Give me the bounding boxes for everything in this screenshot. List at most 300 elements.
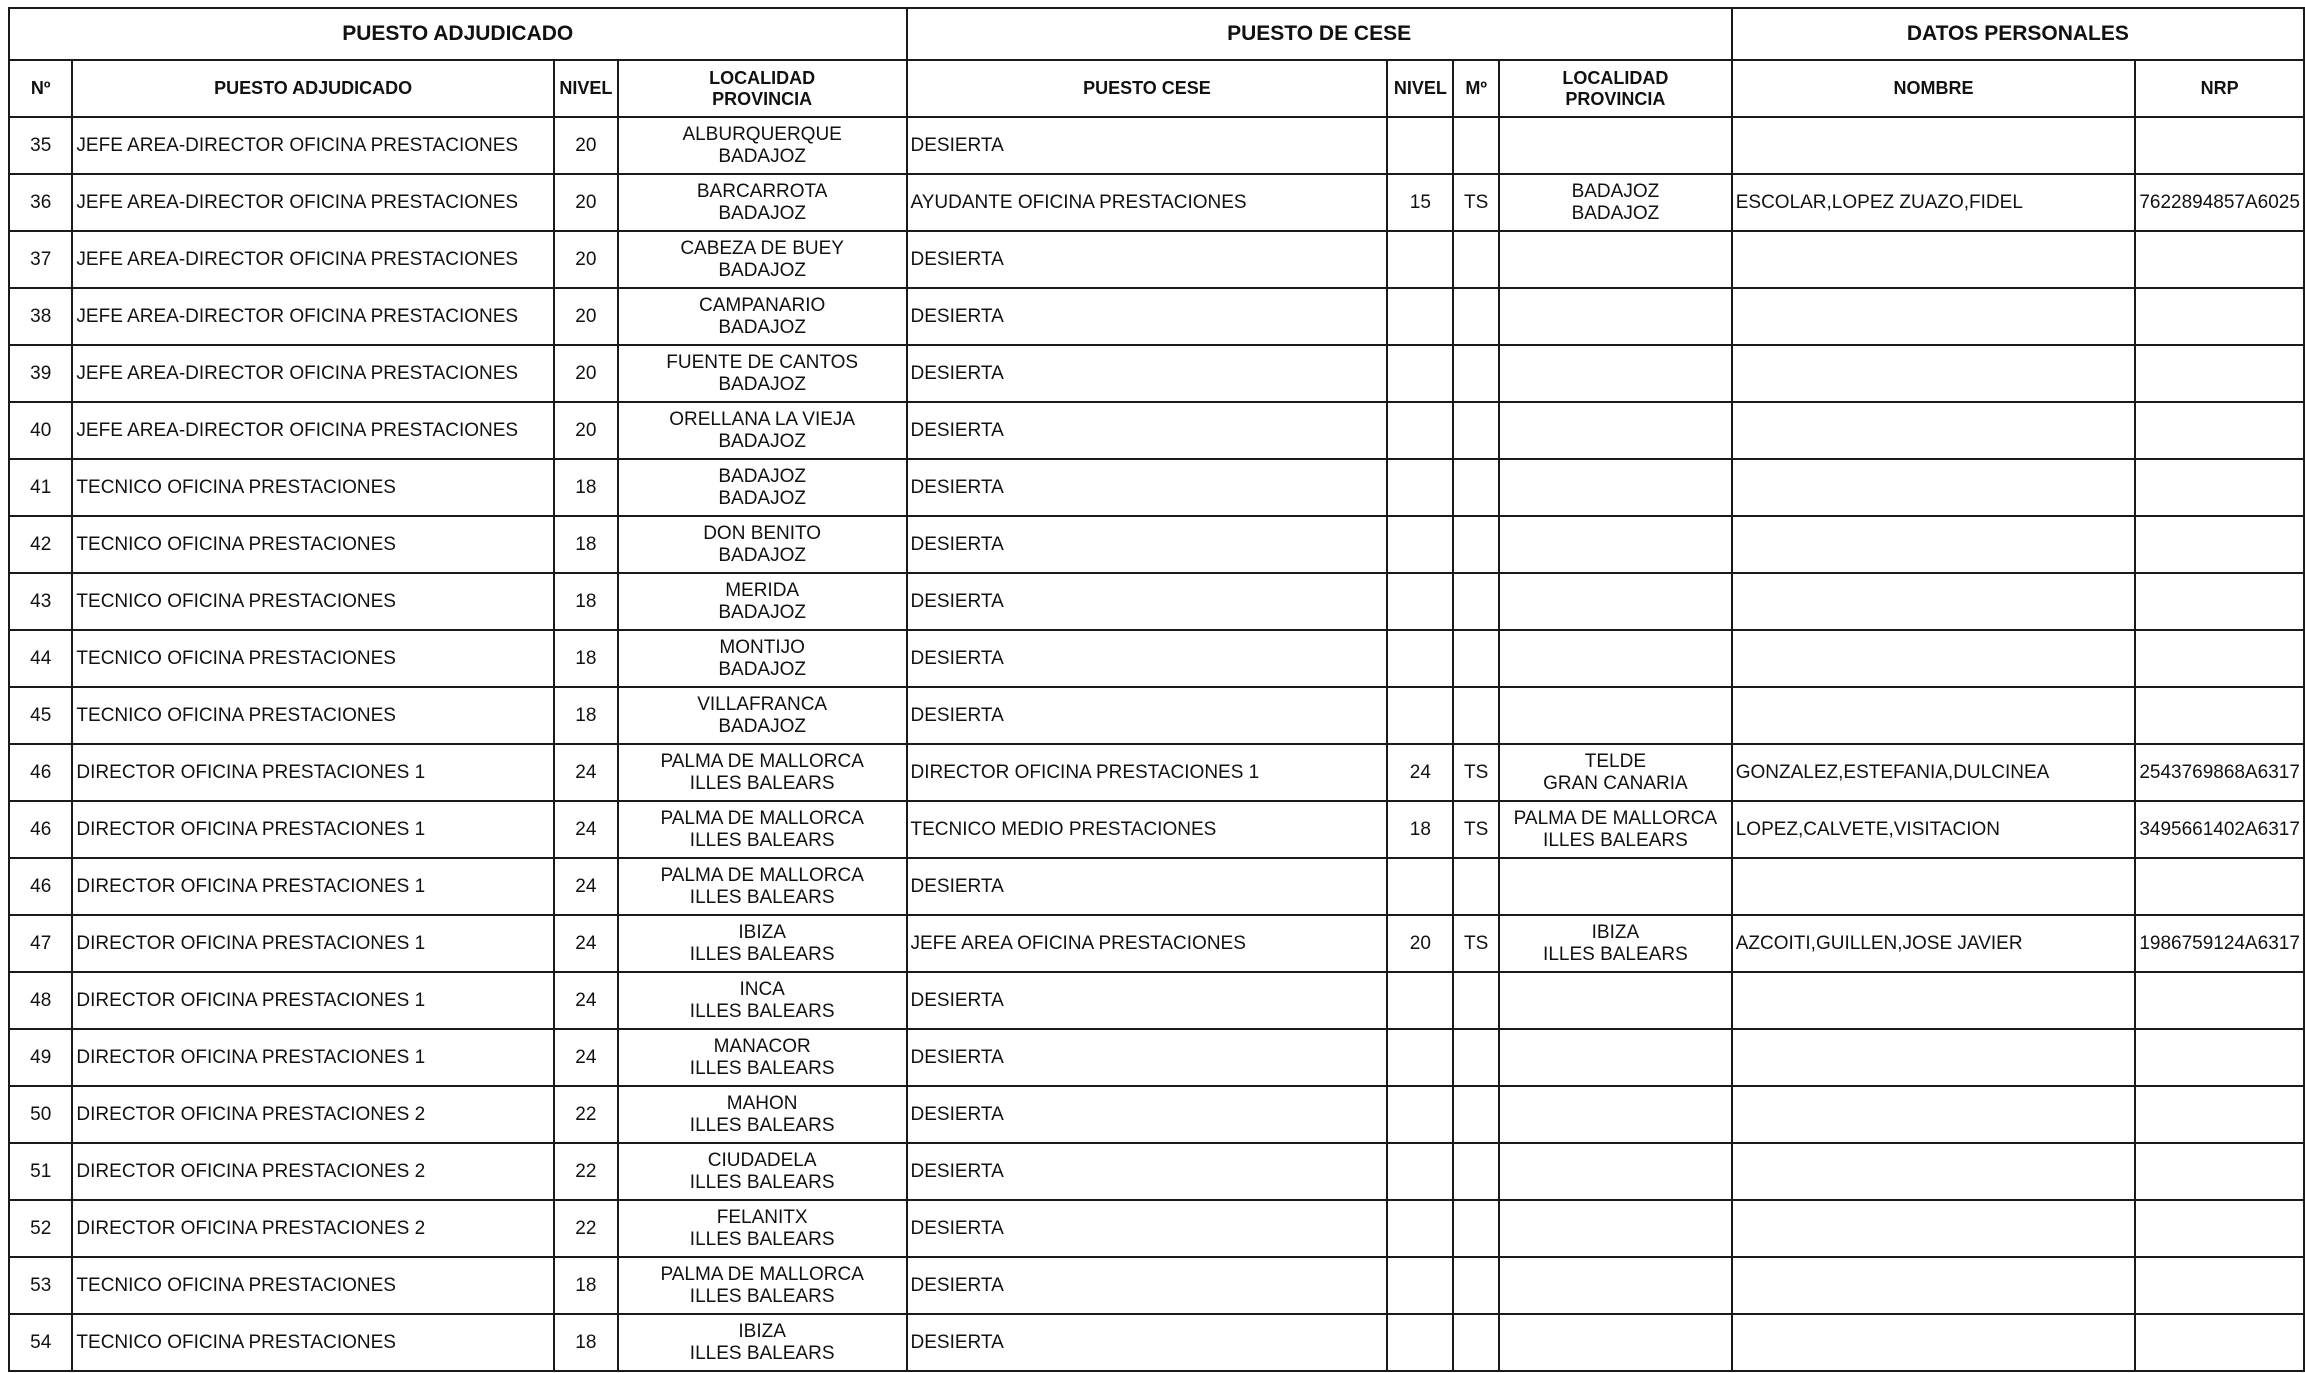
col-mo: Mº (1453, 60, 1499, 117)
table-row (9, 459, 2304, 516)
cell-mo (1453, 402, 1499, 459)
cell-num: 49 (9, 1029, 72, 1086)
cell-nivel: 24 (554, 744, 618, 801)
cell-nivel: 20 (554, 117, 618, 174)
cell-nombre (1732, 1086, 2136, 1143)
cell-puesto-adjudicado: DIRECTOR OFICINA PRESTACIONES 1 (72, 858, 553, 915)
cell-nivel-cese (1387, 1257, 1453, 1314)
cell-nrp (2135, 345, 2304, 402)
cell-nivel: 22 (554, 1086, 618, 1143)
cell-num: 52 (9, 1200, 72, 1257)
cell-localidad-cese (1499, 516, 1732, 573)
cell-puesto-cese: DESIERTA (907, 288, 1388, 345)
cell-localidad (618, 1029, 907, 1086)
localidad-line: PALMA DE MALLORCA (1513, 807, 1718, 829)
cell-nivel-cese (1387, 459, 1453, 516)
cell-puesto-cese: DESIERTA (907, 1257, 1388, 1314)
cell-puesto-cese: DESIERTA (907, 1143, 1388, 1200)
cell-puesto-cese: DESIERTA (907, 972, 1388, 1029)
cell-puesto-adjudicado: TECNICO OFICINA PRESTACIONES (72, 573, 553, 630)
cell-localidad-cese (1499, 1029, 1732, 1086)
cell-localidad-cese (1499, 459, 1732, 516)
cell-mo (1453, 1257, 1499, 1314)
cell-localidad-cese (1499, 687, 1732, 744)
localidad-line: ALBURQUERQUE (682, 123, 842, 145)
cell-localidad (618, 117, 907, 174)
cell-localidad (618, 288, 907, 345)
table-row (9, 516, 2304, 573)
cell-localidad-cese (1499, 915, 1732, 972)
cell-puesto-cese: DESIERTA (907, 1029, 1388, 1086)
provincia-line: BADAJOZ (718, 373, 806, 395)
cell-mo (1453, 858, 1499, 915)
cell-mo: TS (1453, 915, 1499, 972)
provincia-line: BADAJOZ (718, 145, 806, 167)
col-nivel: NIVEL (554, 60, 618, 117)
cell-localidad-cese (1499, 1314, 1732, 1371)
cell-nombre (1732, 402, 2136, 459)
provincia-line: ILLES BALEARS (689, 1228, 835, 1250)
table-row (9, 801, 2304, 858)
cell-puesto-cese: DESIERTA (907, 1200, 1388, 1257)
cell-puesto-cese: DESIERTA (907, 687, 1388, 744)
cell-mo (1453, 345, 1499, 402)
cell-localidad (618, 630, 907, 687)
cell-nombre (1732, 516, 2136, 573)
cell-localidad-cese (1499, 630, 1732, 687)
group-puesto-de-cese: PUESTO DE CESE (907, 8, 1732, 60)
localidad-line: PALMA DE MALLORCA (660, 864, 864, 886)
table-row (9, 117, 2304, 174)
cell-nivel-cese (1387, 972, 1453, 1029)
cell-nombre (1732, 1029, 2136, 1086)
table-row (9, 744, 2304, 801)
localidad-line: IBIZA (738, 1320, 786, 1342)
cell-localidad (618, 1143, 907, 1200)
cell-puesto-cese: DESIERTA (907, 630, 1388, 687)
cell-localidad (618, 1314, 907, 1371)
provincia-line: BADAJOZ (718, 601, 806, 623)
cell-nivel: 20 (554, 231, 618, 288)
localidad-line: IBIZA (1591, 921, 1640, 943)
localidad-line: DON BENITO (703, 522, 822, 544)
cell-localidad-cese (1499, 858, 1732, 915)
cell-puesto-cese: DESIERTA (907, 459, 1388, 516)
col-localidad (618, 60, 907, 117)
table-row (9, 573, 2304, 630)
col-localidad-cese (1499, 60, 1732, 117)
cell-nombre (1732, 117, 2136, 174)
cell-nrp: 2543769868A6317 (2135, 744, 2304, 801)
cell-puesto-cese: AYUDANTE OFICINA PRESTACIONES (907, 174, 1388, 231)
cell-mo (1453, 288, 1499, 345)
col-localidad-line1: LOCALIDAD (709, 67, 816, 88)
cell-nombre (1732, 231, 2136, 288)
cell-localidad (618, 174, 907, 231)
cell-nivel-cese (1387, 1314, 1453, 1371)
cell-nrp (2135, 402, 2304, 459)
col-nombre: NOMBRE (1732, 60, 2136, 117)
provincia-line: ILLES BALEARS (689, 1000, 835, 1022)
cell-mo (1453, 630, 1499, 687)
table-row (9, 687, 2304, 744)
cell-nivel: 18 (554, 1257, 618, 1314)
cell-num: 44 (9, 630, 72, 687)
cell-localidad (618, 402, 907, 459)
cell-nivel: 18 (554, 687, 618, 744)
cell-puesto-adjudicado: JEFE AREA-DIRECTOR OFICINA PRESTACIONES (72, 174, 553, 231)
localidad-line: MAHON (726, 1092, 798, 1114)
provincia-line: GRAN CANARIA (1543, 772, 1688, 794)
cell-mo (1453, 1200, 1499, 1257)
cell-mo (1453, 459, 1499, 516)
provincia-line: BADAJOZ (718, 658, 806, 680)
cell-nrp: 7622894857A6025 (2135, 174, 2304, 231)
cell-nivel-cese: 20 (1387, 915, 1453, 972)
localidad-line: IBIZA (738, 921, 786, 943)
cell-num: 53 (9, 1257, 72, 1314)
cell-nrp (2135, 858, 2304, 915)
provincia-line: ILLES BALEARS (689, 1342, 835, 1364)
localidad-line: BARCARROTA (696, 180, 828, 202)
cell-nombre (1732, 630, 2136, 687)
cell-num: 50 (9, 1086, 72, 1143)
cell-puesto-cese: DESIERTA (907, 1086, 1388, 1143)
cell-mo (1453, 687, 1499, 744)
resolution-table (8, 7, 2305, 1372)
cell-nivel-cese (1387, 288, 1453, 345)
cell-nrp (2135, 288, 2304, 345)
cell-nrp (2135, 1029, 2304, 1086)
cell-num: 46 (9, 801, 72, 858)
cell-nivel: 18 (554, 516, 618, 573)
cell-nrp (2135, 573, 2304, 630)
cell-puesto-adjudicado: JEFE AREA-DIRECTOR OFICINA PRESTACIONES (72, 288, 553, 345)
localidad-line: PALMA DE MALLORCA (660, 807, 864, 829)
cell-puesto-adjudicado: DIRECTOR OFICINA PRESTACIONES 2 (72, 1086, 553, 1143)
provincia-line: ILLES BALEARS (689, 1285, 835, 1307)
cell-mo (1453, 117, 1499, 174)
cell-puesto-adjudicado: DIRECTOR OFICINA PRESTACIONES 1 (72, 744, 553, 801)
cell-localidad (618, 1200, 907, 1257)
cell-puesto-cese: DESIERTA (907, 117, 1388, 174)
localidad-line: VILLAFRANCA (697, 693, 828, 715)
cell-nivel: 22 (554, 1143, 618, 1200)
localidad-line: MONTIJO (719, 636, 805, 658)
cell-nivel-cese: 24 (1387, 744, 1453, 801)
cell-num: 48 (9, 972, 72, 1029)
table-row (9, 402, 2304, 459)
cell-nombre (1732, 573, 2136, 630)
cell-num: 38 (9, 288, 72, 345)
cell-puesto-cese: DIRECTOR OFICINA PRESTACIONES 1 (907, 744, 1388, 801)
cell-num: 46 (9, 744, 72, 801)
cell-nivel: 24 (554, 801, 618, 858)
cell-puesto-adjudicado: TECNICO OFICINA PRESTACIONES (72, 459, 553, 516)
localidad-line: PALMA DE MALLORCA (660, 1263, 864, 1285)
table-row (9, 972, 2304, 1029)
cell-localidad (618, 1257, 907, 1314)
cell-nivel: 18 (554, 459, 618, 516)
col-nrp: NRP (2135, 60, 2304, 117)
cell-nrp (2135, 1143, 2304, 1200)
cell-nrp (2135, 1257, 2304, 1314)
cell-nombre: AZCOITI,GUILLEN,JOSE JAVIER (1732, 915, 2136, 972)
cell-nombre (1732, 1200, 2136, 1257)
cell-localidad (618, 972, 907, 1029)
cell-mo: TS (1453, 174, 1499, 231)
cell-nivel: 20 (554, 402, 618, 459)
cell-localidad-cese (1499, 801, 1732, 858)
cell-puesto-cese: JEFE AREA OFICINA PRESTACIONES (907, 915, 1388, 972)
localidad-line: FUENTE DE CANTOS (666, 351, 859, 373)
localidad-line: FELANITX (716, 1206, 808, 1228)
table-row (9, 1200, 2304, 1257)
cell-puesto-adjudicado: DIRECTOR OFICINA PRESTACIONES 1 (72, 915, 553, 972)
cell-nombre (1732, 972, 2136, 1029)
provincia-line: BADAJOZ (1571, 202, 1660, 224)
cell-puesto-cese: DESIERTA (907, 345, 1388, 402)
cell-num: 39 (9, 345, 72, 402)
cell-puesto-cese: DESIERTA (907, 231, 1388, 288)
cell-nrp (2135, 1086, 2304, 1143)
cell-nivel-cese (1387, 687, 1453, 744)
cell-localidad (618, 915, 907, 972)
cell-mo (1453, 231, 1499, 288)
cell-puesto-adjudicado: JEFE AREA-DIRECTOR OFICINA PRESTACIONES (72, 402, 553, 459)
localidad-line: TELDE (1584, 750, 1647, 772)
cell-puesto-adjudicado: TECNICO OFICINA PRESTACIONES (72, 516, 553, 573)
localidad-line: CIUDADELA (707, 1149, 817, 1171)
table-row (9, 1257, 2304, 1314)
provincia-line: BADAJOZ (718, 259, 806, 281)
provincia-line: ILLES BALEARS (689, 943, 835, 965)
localidad-line: PALMA DE MALLORCA (660, 750, 864, 772)
localidad-line: INCA (739, 978, 785, 1000)
cell-nivel: 24 (554, 915, 618, 972)
cell-localidad-cese (1499, 288, 1732, 345)
cell-localidad-cese (1499, 744, 1732, 801)
cell-nivel-cese (1387, 117, 1453, 174)
column-header-row (9, 60, 2304, 117)
cell-puesto-adjudicado: JEFE AREA-DIRECTOR OFICINA PRESTACIONES (72, 231, 553, 288)
table-row (9, 1029, 2304, 1086)
cell-nivel-cese (1387, 573, 1453, 630)
cell-nombre (1732, 858, 2136, 915)
provincia-line: ILLES BALEARS (1543, 943, 1688, 965)
cell-puesto-adjudicado: DIRECTOR OFICINA PRESTACIONES 1 (72, 1029, 553, 1086)
cell-localidad-cese (1499, 1257, 1732, 1314)
table-row (9, 345, 2304, 402)
provincia-line: ILLES BALEARS (1543, 829, 1688, 851)
cell-nrp: 1986759124A6317 (2135, 915, 2304, 972)
cell-num: 37 (9, 231, 72, 288)
cell-nombre (1732, 1143, 2136, 1200)
localidad-line: MANACOR (713, 1035, 811, 1057)
cell-puesto-cese: DESIERTA (907, 858, 1388, 915)
localidad-line: CABEZA DE BUEY (680, 237, 844, 259)
cell-localidad-cese (1499, 345, 1732, 402)
cell-localidad-cese (1499, 1086, 1732, 1143)
cell-nrp (2135, 630, 2304, 687)
cell-nivel: 18 (554, 1314, 618, 1371)
col-nivel-cese: NIVEL (1387, 60, 1453, 117)
cell-nivel-cese (1387, 516, 1453, 573)
cell-num: 35 (9, 117, 72, 174)
cell-num: 54 (9, 1314, 72, 1371)
cell-num: 42 (9, 516, 72, 573)
cell-puesto-adjudicado: DIRECTOR OFICINA PRESTACIONES 1 (72, 972, 553, 1029)
cell-localidad (618, 516, 907, 573)
cell-num: 45 (9, 687, 72, 744)
col-num: Nº (9, 60, 72, 117)
cell-nombre: LOPEZ,CALVETE,VISITACION (1732, 801, 2136, 858)
cell-puesto-adjudicado: TECNICO OFICINA PRESTACIONES (72, 630, 553, 687)
cell-localidad (618, 459, 907, 516)
cell-puesto-adjudicado: TECNICO OFICINA PRESTACIONES (72, 687, 553, 744)
localidad-line: BADAJOZ (1571, 180, 1660, 202)
cell-puesto-adjudicado: DIRECTOR OFICINA PRESTACIONES 2 (72, 1200, 553, 1257)
table-row (9, 915, 2304, 972)
cell-puesto-cese: DESIERTA (907, 573, 1388, 630)
cell-num: 47 (9, 915, 72, 972)
provincia-line: ILLES BALEARS (689, 886, 835, 908)
cell-nivel: 22 (554, 1200, 618, 1257)
provincia-line: ILLES BALEARS (689, 1114, 835, 1136)
cell-localidad (618, 858, 907, 915)
col-puesto-adjudicado: PUESTO ADJUDICADO (72, 60, 553, 117)
provincia-line: BADAJOZ (718, 715, 806, 737)
cell-localidad (618, 801, 907, 858)
cell-nrp (2135, 972, 2304, 1029)
cell-localidad-cese (1499, 1143, 1732, 1200)
cell-nrp (2135, 1314, 2304, 1371)
cell-nivel-cese: 18 (1387, 801, 1453, 858)
cell-nombre (1732, 288, 2136, 345)
cell-nombre: GONZALEZ,ESTEFANIA,DULCINEA (1732, 744, 2136, 801)
cell-num: 36 (9, 174, 72, 231)
cell-nombre (1732, 1314, 2136, 1371)
provincia-line: ILLES BALEARS (689, 1057, 835, 1079)
cell-nrp (2135, 117, 2304, 174)
cell-localidad-cese (1499, 231, 1732, 288)
provincia-line: BADAJOZ (718, 430, 806, 452)
cell-nivel: 20 (554, 345, 618, 402)
cell-puesto-cese: DESIERTA (907, 516, 1388, 573)
cell-num: 41 (9, 459, 72, 516)
provincia-line: BADAJOZ (718, 487, 806, 509)
cell-nrp: 3495661402A6317 (2135, 801, 2304, 858)
cell-num: 51 (9, 1143, 72, 1200)
col-localidad-line2: PROVINCIA (712, 88, 813, 109)
cell-mo (1453, 972, 1499, 1029)
localidad-line: CAMPANARIO (698, 294, 826, 316)
provincia-line: ILLES BALEARS (689, 772, 835, 794)
group-datos-personales: DATOS PERSONALES (1732, 8, 2304, 60)
localidad-line: ORELLANA LA VIEJA (669, 408, 856, 430)
cell-nombre (1732, 345, 2136, 402)
cell-nrp (2135, 459, 2304, 516)
cell-nombre (1732, 1257, 2136, 1314)
cell-localidad (618, 231, 907, 288)
cell-nrp (2135, 687, 2304, 744)
cell-puesto-adjudicado: DIRECTOR OFICINA PRESTACIONES 1 (72, 801, 553, 858)
cell-nivel: 24 (554, 1029, 618, 1086)
cell-mo (1453, 1143, 1499, 1200)
cell-nivel-cese (1387, 345, 1453, 402)
cell-nivel: 20 (554, 288, 618, 345)
cell-nrp (2135, 231, 2304, 288)
cell-nombre: ESCOLAR,LOPEZ ZUAZO,FIDEL (1732, 174, 2136, 231)
table-row (9, 1086, 2304, 1143)
provincia-line: BADAJOZ (718, 202, 806, 224)
cell-localidad (618, 1086, 907, 1143)
provincia-line: ILLES BALEARS (689, 1171, 835, 1193)
table-row (9, 858, 2304, 915)
cell-localidad (618, 345, 907, 402)
cell-nivel-cese (1387, 858, 1453, 915)
cell-localidad (618, 573, 907, 630)
cell-puesto-adjudicado: TECNICO OFICINA PRESTACIONES (72, 1257, 553, 1314)
provincia-line: ILLES BALEARS (689, 829, 835, 851)
cell-mo: TS (1453, 801, 1499, 858)
table-body (9, 117, 2304, 1371)
cell-nrp (2135, 1200, 2304, 1257)
col-puesto-cese: PUESTO CESE (907, 60, 1388, 117)
table-row (9, 630, 2304, 687)
cell-mo (1453, 516, 1499, 573)
cell-mo: TS (1453, 744, 1499, 801)
cell-puesto-cese: TECNICO MEDIO PRESTACIONES (907, 801, 1388, 858)
group-puesto-adjudicado: PUESTO ADJUDICADO (9, 8, 907, 60)
group-header-row (9, 8, 2304, 60)
cell-puesto-adjudicado: JEFE AREA-DIRECTOR OFICINA PRESTACIONES (72, 345, 553, 402)
table-row (9, 1314, 2304, 1371)
cell-nivel: 20 (554, 174, 618, 231)
provincia-line: BADAJOZ (718, 544, 806, 566)
cell-nombre (1732, 687, 2136, 744)
table-row (9, 288, 2304, 345)
cell-nivel-cese (1387, 630, 1453, 687)
col-localidad-cese-line1: LOCALIDAD (1562, 67, 1669, 88)
cell-num: 46 (9, 858, 72, 915)
localidad-line: BADAJOZ (718, 465, 806, 487)
table-row (9, 231, 2304, 288)
cell-nivel: 24 (554, 972, 618, 1029)
cell-nivel: 24 (554, 858, 618, 915)
cell-localidad-cese (1499, 1200, 1732, 1257)
cell-nrp (2135, 516, 2304, 573)
cell-num: 43 (9, 573, 72, 630)
cell-puesto-cese: DESIERTA (907, 1314, 1388, 1371)
cell-nivel-cese (1387, 402, 1453, 459)
cell-localidad-cese (1499, 972, 1732, 1029)
table-row (9, 1143, 2304, 1200)
cell-localidad-cese (1499, 402, 1732, 459)
cell-nivel-cese (1387, 231, 1453, 288)
cell-nivel-cese (1387, 1143, 1453, 1200)
table-row (9, 174, 2304, 231)
cell-puesto-adjudicado: DIRECTOR OFICINA PRESTACIONES 2 (72, 1143, 553, 1200)
cell-localidad-cese (1499, 117, 1732, 174)
cell-nivel-cese: 15 (1387, 174, 1453, 231)
localidad-line: MERIDA (725, 579, 800, 601)
cell-mo (1453, 573, 1499, 630)
col-localidad-cese-line2: PROVINCIA (1565, 88, 1666, 109)
cell-puesto-cese: DESIERTA (907, 402, 1388, 459)
cell-mo (1453, 1314, 1499, 1371)
cell-localidad (618, 744, 907, 801)
